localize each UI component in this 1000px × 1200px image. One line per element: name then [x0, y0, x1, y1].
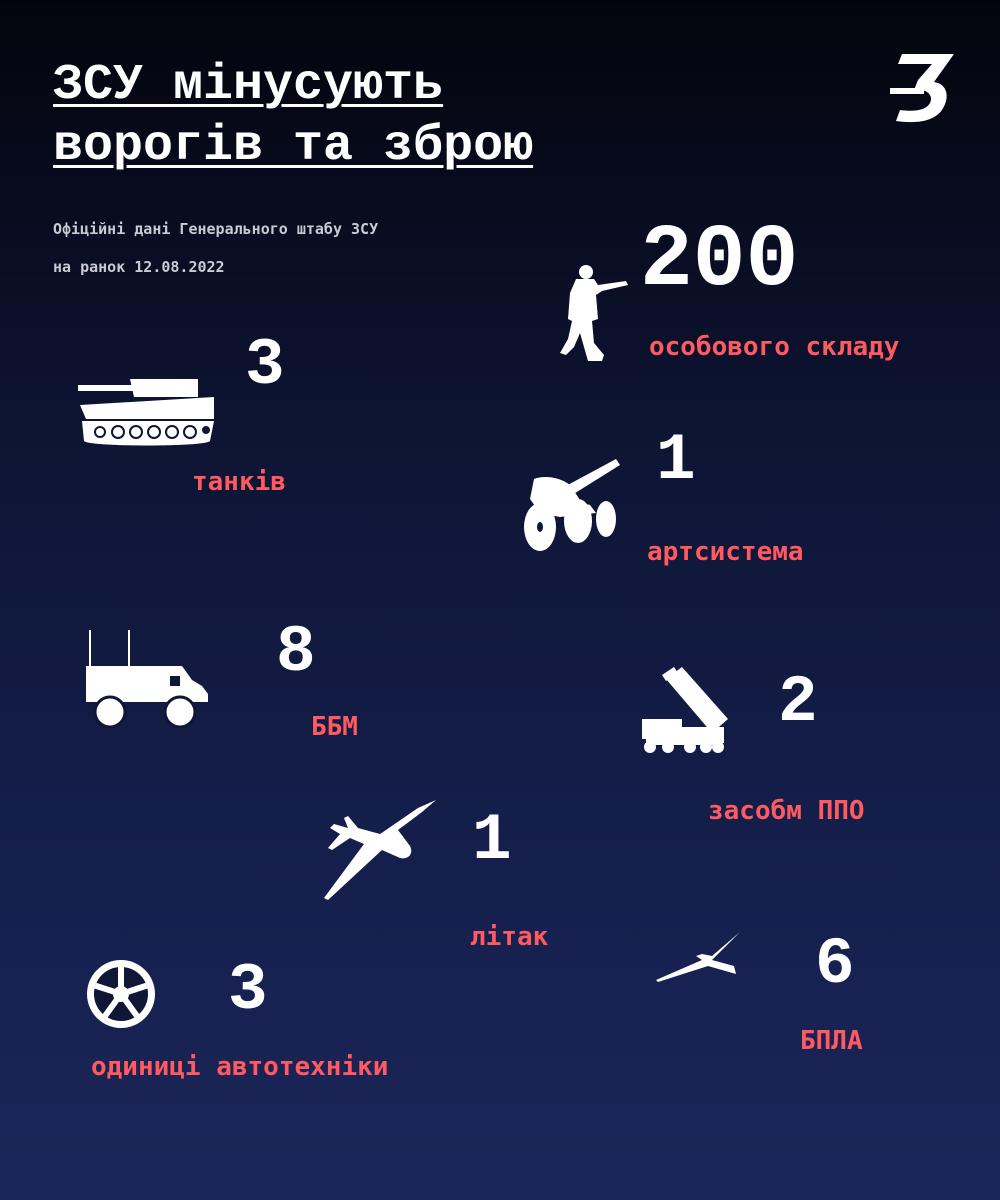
uav-label: БПЛА [800, 1026, 863, 1056]
tanks-label: танків [192, 467, 286, 497]
title-line-2: ворогів та зброю [53, 118, 534, 175]
air-defense-count: 2 [778, 665, 818, 740]
vehicles-count: 3 [228, 953, 268, 1028]
artillery-count: 1 [656, 423, 696, 498]
personnel-count: 200 [640, 212, 799, 311]
air-defense-icon [640, 665, 732, 755]
artillery-label: артсистема [647, 537, 804, 567]
tanks-count: 3 [245, 328, 285, 403]
soldier-icon [558, 263, 630, 363]
aircraft-label: літак [470, 922, 549, 952]
artillery-icon [520, 455, 622, 553]
vehicles-label: одиниці автотехніки [91, 1052, 389, 1082]
logo-icon [888, 48, 958, 124]
aircraft-count: 1 [472, 803, 512, 878]
personnel-label: особового складу [649, 332, 900, 362]
wheel-icon [86, 959, 156, 1029]
subtitle-source: Офіційні дані Генерального штабу ЗСУ [53, 220, 379, 238]
uav-count: 6 [815, 927, 855, 1002]
apv-label: ББМ [311, 712, 358, 742]
drone-icon [656, 930, 742, 984]
armored-vehicle-icon [84, 630, 210, 728]
title-line-1: ЗСУ мінусують [53, 57, 444, 114]
tank-icon [78, 375, 218, 448]
apv-count: 8 [276, 615, 316, 690]
page-title [53, 55, 533, 177]
airplane-icon [322, 798, 438, 904]
subtitle-date: на ранок 12.08.2022 [53, 258, 225, 276]
air-defense-label: засобм ППО [708, 796, 865, 826]
